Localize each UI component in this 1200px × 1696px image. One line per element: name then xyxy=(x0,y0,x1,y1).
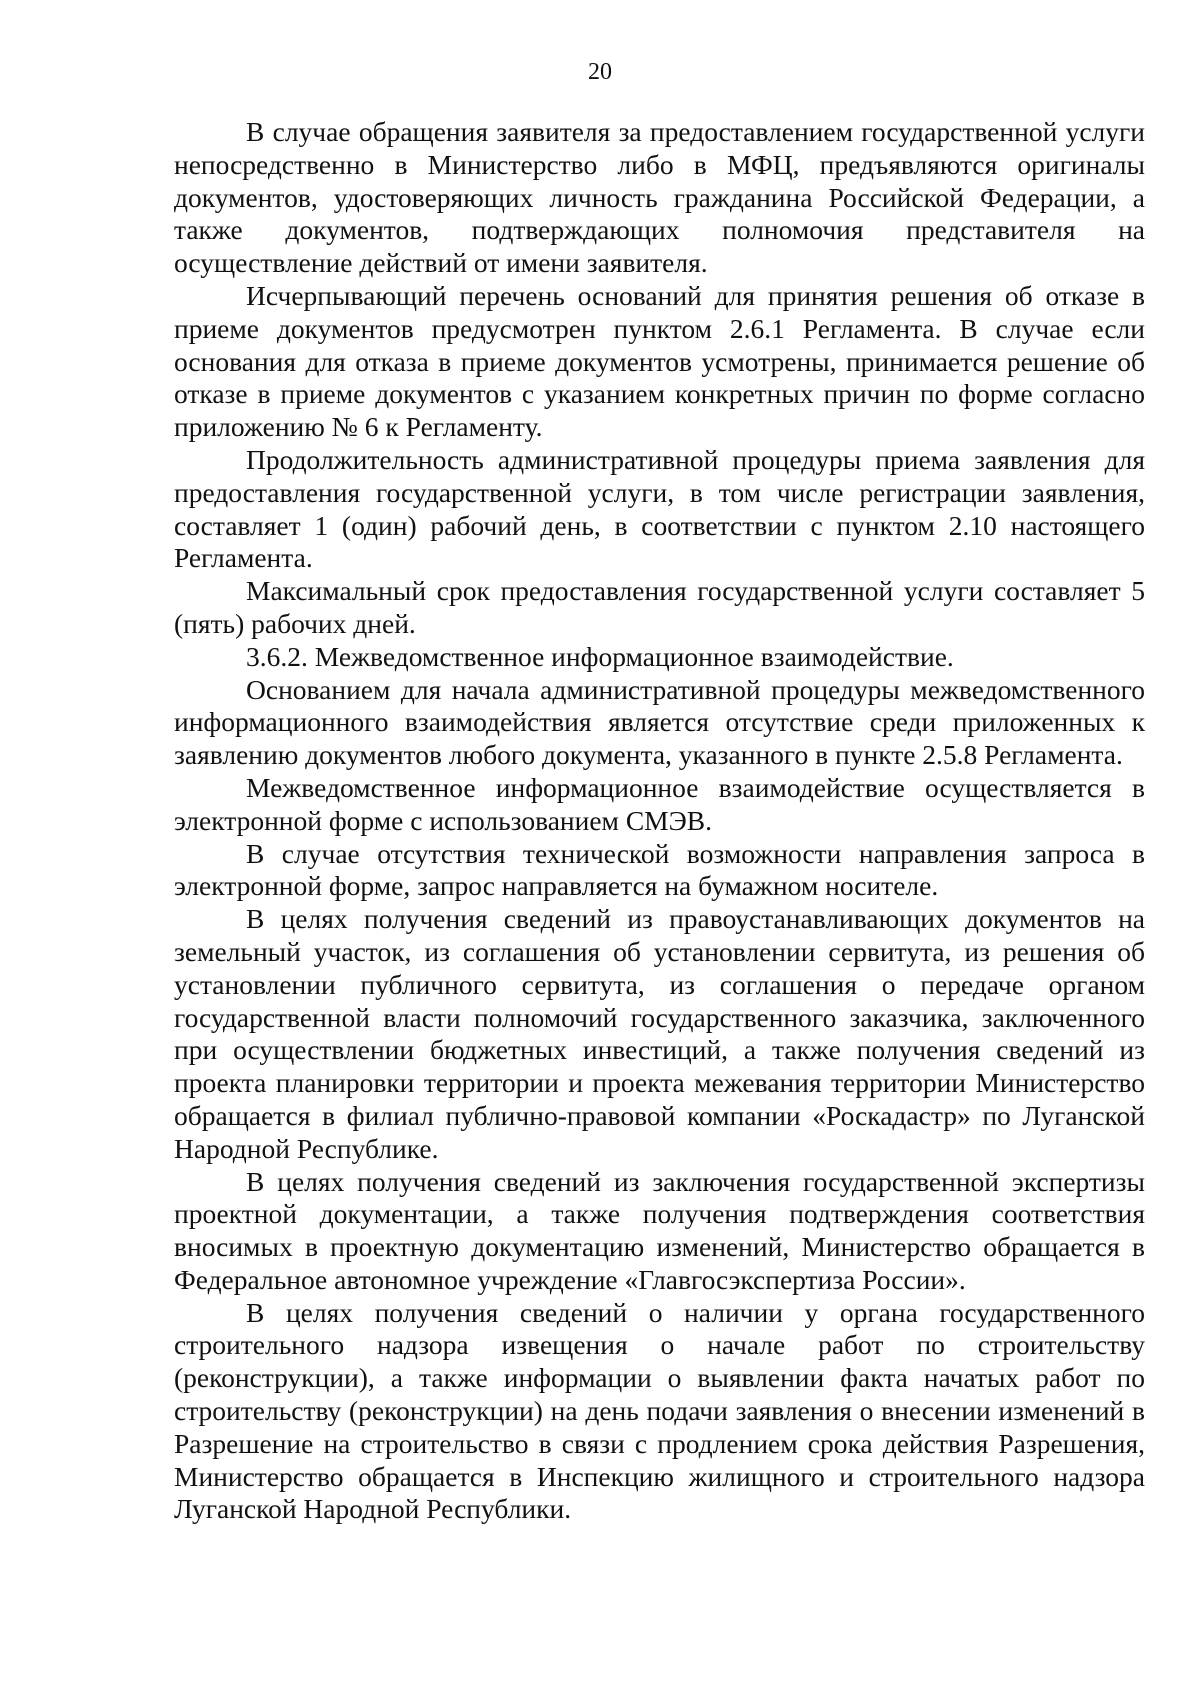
paragraph-electronic-form: Межведомственное информационное взаимодействие осуществляется в электронной форме с использованием СМЭВ. xyxy=(174,771,1145,836)
paragraph-interaction-basis: Основанием для начала административной процедуры межведомственного информационного взаимодействия является отсутствие среди приложенных к заявлению документов любого документа, указанного в пункте 2.5.8 Регламента. xyxy=(174,673,1145,771)
page-number: 20 xyxy=(588,59,612,85)
paragraph-refusal-grounds: Исчерпывающий перечень оснований для принятия решения об отказе в приеме документов предусмотрен пунктом 2.6.1 Регламента. В случае если основания для отказа в приеме документов усмотрены, принимается решение об отказе в приеме документов с указанием конкретных причин по форме согласно приложению № 6 к Регламенту. xyxy=(174,279,1145,443)
paragraph-procedure-duration: Продолжительность административной процедуры приема заявления для предоставления государственной услуги, в том числе регистрации заявления, составляет 1 (один) рабочий день, в соответствии с пунктом 2.10 настоящего Регламента. xyxy=(174,443,1145,574)
paragraph-paper-request: В случае отсутствия технической возможности направления запроса в электронной форме, запрос направляется на бумажном носителе. xyxy=(174,837,1145,902)
document-body xyxy=(174,116,1145,1526)
paragraph-maximum-term: Максимальный срок предоставления государственной услуги составляет 5 (пять) рабочих дней. xyxy=(174,575,1145,639)
paragraph-glavgosexpertiza-request: В целях получения сведений из заключения государственной экспертизы проектной документации, а также получения подтверждения соответствия вносимых в проектную документацию изменений, Министерство обращается в Федеральное автономное учреждение «Главгосэкспертиза России». xyxy=(174,1165,1145,1295)
paragraph-roskadastr-request: В целях получения сведений из правоустанавливающих документов на земельный участок, из соглашения об установлении сервитута, из решения об установлении публичного сервитута, из соглашения о передаче органом государственной власти полномочий государственного заказчика, заключенного при осуществлении бюджетных инвестиций, а также получения сведений из проекта планировки территории и проекта межевания территории Министерство обращается в филиал публично-правовой компании «Роскадастр» по Луганской Народной Республике. xyxy=(174,903,1145,1164)
paragraph-originals-presentation: В случае обращения заявителя за предоставлением государственной услуги непосредственно в Министерство либо в МФЦ, предъявляются оригиналы документов, удостоверяющих личность гражданина Российской Федерации, а также документов, подтверждающих полномочия представителя на осуществление действий от имени заявителя. xyxy=(174,116,1145,279)
section-heading-3-6-2: 3.6.2. Межведомственное информационное взаимодействие. xyxy=(246,640,954,672)
paragraph-construction-supervision-request: В целях получения сведений о наличии у органа государственного строительного надзора извещения о начале работ по строительству (реконструкции), а также информации о выявлении факта начатых работ по строительству (реконструкции) на день подачи заявления о внесении изменений в Разрешение на строительство в связи с продлением срока действия Разрешения, Министерство обращается в Инспекцию жилищного и строительного надзора Луганской Народной Республики. xyxy=(174,1296,1145,1525)
